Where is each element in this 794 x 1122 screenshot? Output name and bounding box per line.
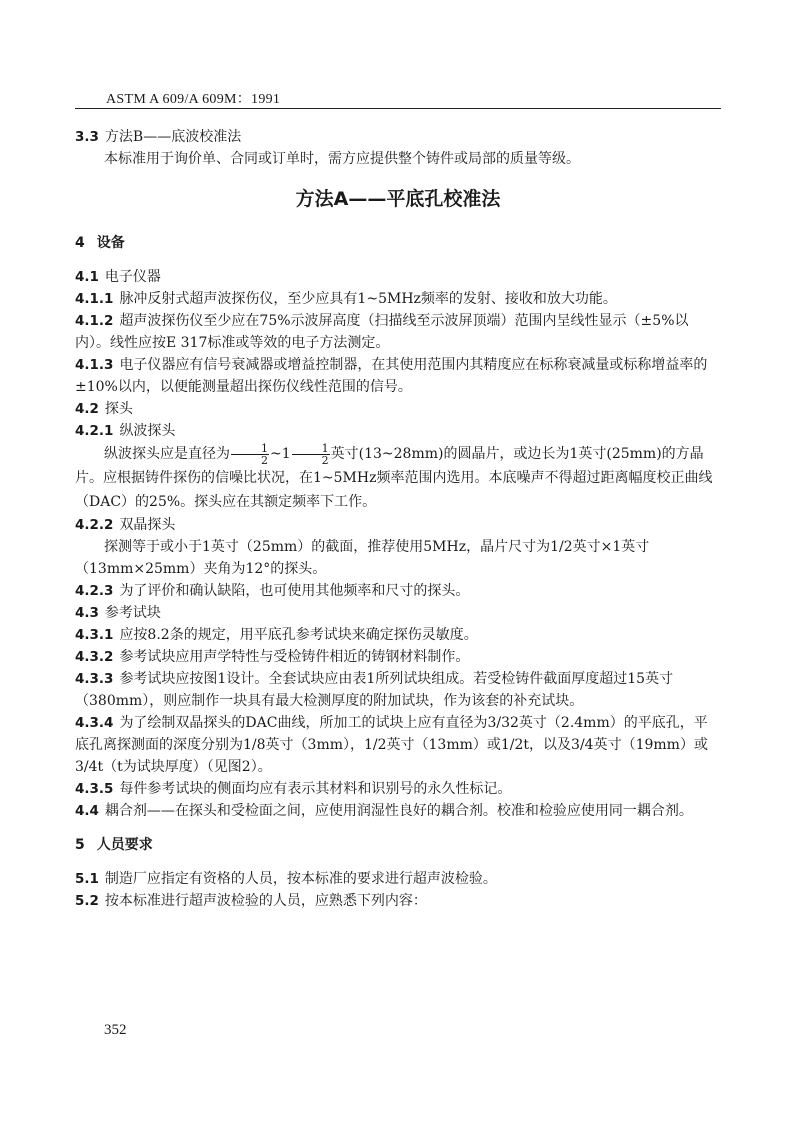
fraction-denominator: 2: [321, 453, 329, 467]
section-title: 电子仪器: [104, 269, 161, 285]
section-4-3-1: [75, 624, 721, 646]
section-4-3: [75, 602, 721, 624]
section-number: 3.3: [75, 129, 99, 145]
section-number: 4.2.2: [75, 517, 114, 533]
section-body: 每件参考试块的侧面均应有表示其材料和识别号的永久性标记。: [119, 781, 512, 797]
section-number: 4.1.3: [75, 357, 114, 373]
section-4-2-2: [75, 514, 721, 536]
section-number: 4.2: [75, 401, 99, 417]
section-body: 参考试块应按图1设计。全套试块应由表1所列试块组成。若受检铸件截面厚度超过15英寸（380mm），则应制作一块具有最大检测厚度的附加试块，作为该套的补充试块。: [75, 671, 674, 709]
section-body: 应按8.2条的规定，用平底孔参考试块来确定探伤灵敏度。: [119, 627, 478, 643]
section-body: 为了评价和确认缺陷，也可使用其他频率和尺寸的探头。: [119, 583, 470, 599]
fraction-numerator: 1: [292, 443, 330, 455]
section-4-2-3: [75, 580, 721, 602]
section-number: 5: [75, 837, 85, 853]
section-body: 电子仪器应有信号衰减器或增益控制器，在其使用范围内其精度应在标称衰减量或标称增益率的±10%以内，以便能测量超出探伤仪线性范围的信号。: [75, 357, 708, 395]
section-number: 4.2.3: [75, 583, 114, 599]
section-4-2-1: [75, 420, 721, 442]
section-body: 参考试块应用声学特性与受检铸件相近的铸钢材料制作。: [119, 649, 470, 665]
section-4-3-5: [75, 778, 721, 800]
section-4-2: [75, 398, 721, 420]
section-number: 4.3.1: [75, 627, 114, 643]
section-4-1-3: [75, 354, 721, 398]
section-number: 4.3.3: [75, 671, 114, 687]
fraction-numerator: 1: [231, 443, 269, 455]
section-title: 纵波探头: [119, 423, 176, 439]
method-title: 方法A——平底孔校准法: [295, 188, 501, 210]
section-number: 4.3.5: [75, 781, 114, 797]
section-number: 4.1: [75, 269, 99, 285]
section-title: 方法B——底波校准法: [104, 129, 242, 145]
body-text: 英寸(13~28mm)的圆晶片，或边长为1英寸(25mm)的方晶片。应根据铸件探伤的信噪比状况，在1~5MHz频率范围内选用。本底噪声不得超过距离幅度校正曲线（DAC）的25%。探头应在其额定频率下工作。: [75, 446, 713, 510]
section-body: 脉冲反射式超声波探伤仪，至少应具有1~5MHz频率的发射、接收和放大功能。: [119, 291, 617, 307]
section-body: 按本标准进行超声波检验的人员，应熟悉下列内容：: [104, 893, 427, 909]
fraction-one-half: [292, 443, 330, 466]
page-number: 352: [104, 1022, 127, 1038]
section-5-1: [75, 868, 721, 890]
section-number: 5.1: [75, 871, 99, 887]
page-body: [75, 126, 721, 912]
section-number: 5.2: [75, 893, 99, 909]
section-number: 4.1.1: [75, 291, 114, 307]
range-separator: ~1: [270, 446, 291, 462]
section-title: 参考试块: [104, 605, 161, 621]
section-number: 4.4: [75, 803, 99, 819]
section-title: 人员要求: [96, 837, 153, 853]
running-header: ASTM A 609/A 609M：1991: [106, 92, 281, 107]
section-number: 4.3.2: [75, 649, 114, 665]
section-4-1-1: [75, 288, 721, 310]
section-number: 4.2.1: [75, 423, 114, 439]
section-title: 双晶探头: [119, 517, 176, 533]
fraction-denominator: 2: [261, 453, 268, 467]
section-4-3-3: [75, 668, 721, 712]
section-4-3-4: [75, 712, 721, 778]
section-3-3: [75, 126, 721, 148]
section-5: [75, 834, 721, 856]
section-4-3-2: [75, 646, 721, 668]
section-4-2-2-body: 探测等于或小于1英寸（25mm）的截面，推荐使用5MHz，晶片尺寸为1/2英寸×1英寸（13mm×25mm）夹角为12°的探头。: [75, 539, 650, 577]
section-title: 设备: [96, 235, 125, 251]
section-body: 超声波探伤仪至少应在75%示波屏高度（扫描线至示波屏顶端）范围内呈线性显示（±5%以内）。线性应按E 317标准或等效的电子方法测定。: [75, 313, 689, 351]
fraction-one-half: [231, 443, 269, 466]
section-number: 4.1.2: [75, 313, 114, 329]
section-4: [75, 232, 721, 254]
section-body: 制造厂应指定有资格的人员，按本标准的要求进行超声波检验。: [104, 871, 497, 887]
section-4-1-2: [75, 310, 721, 354]
section-number: 4: [75, 235, 85, 251]
section-number: 4.3.4: [75, 715, 114, 731]
section-5-2: [75, 890, 721, 912]
body-text: 纵波探头应是直径为: [104, 446, 230, 462]
section-number: 4.3: [75, 605, 99, 621]
section-3-3-body: 本标准用于询价单、合同或订单时，需方应提供整个铸件或局部的质量等级。: [104, 151, 580, 167]
section-4-4: [75, 800, 721, 822]
section-4-1: [75, 266, 721, 288]
section-title: 探头: [104, 401, 133, 417]
section-body: 为了绘制双晶探头的DAC曲线，所加工的试块上应有直径为3/32英寸（2.4mm）的平底孔，平底孔离探测面的深度分别为1/8英寸（3mm），1/2英寸（13mm）或1/2t，以及3/4英寸（19mm）或3/4t（t为试块厚度）（见图2）。: [75, 715, 708, 775]
header-rule: [75, 108, 721, 109]
section-body: 耦合剂——在探头和受检面之间，应使用润湿性良好的耦合剂。校准和检验应使用同一耦合剂。: [104, 803, 693, 819]
section-4-2-1-body: [75, 442, 721, 514]
